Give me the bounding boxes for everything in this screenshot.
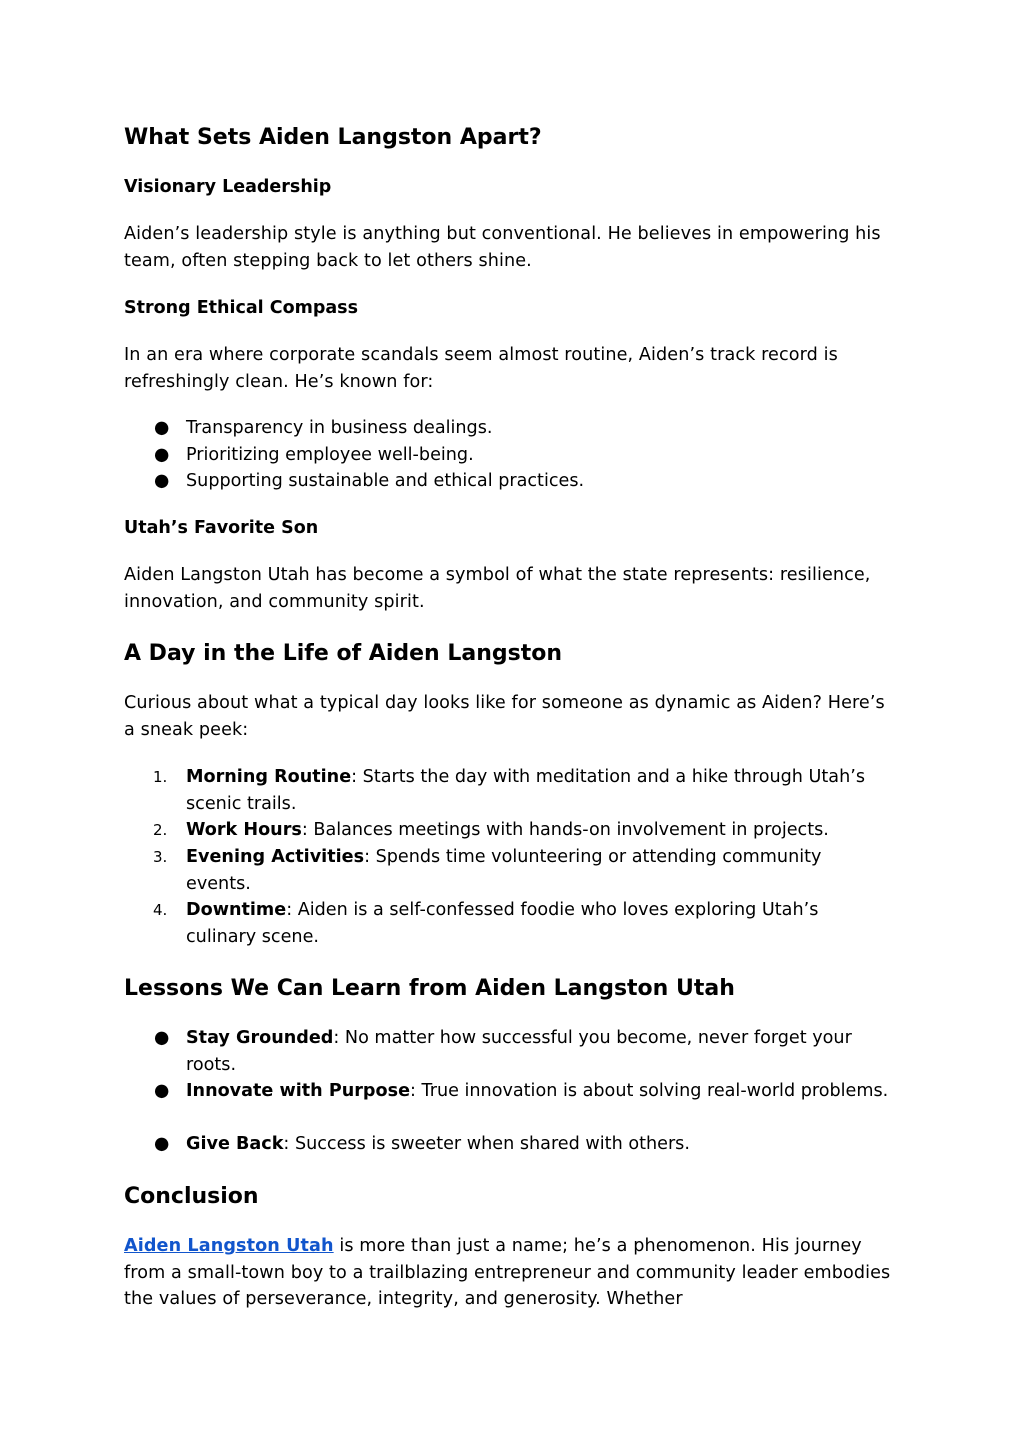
bullet-icon: ● (154, 1134, 170, 1154)
bullet-icon: ● (154, 418, 170, 438)
item-text: : Balances meetings with hands-on involvement in projects. (301, 820, 829, 840)
conclusion-text: is more than just a name; he’s a phenomenon. His journey from a small-town boy to a trailblazing entrepreneur and community leader embodies the values of perseverance, integrity, and generosity. Whether (124, 1236, 891, 1309)
item-term: Give Back (186, 1134, 284, 1154)
subheading-favorite-son: Utah’s Favorite Son (124, 518, 319, 538)
list-number: 1. (153, 768, 168, 786)
paragraph-ethical-compass: In an era where corporate scandals seem almost routine, Aiden’s track record is refreshingly clean. He’s known for: (124, 345, 838, 392)
bullet-icon: ● (154, 1028, 170, 1048)
section-title-day: A Day in the Life of Aiden Langston (124, 641, 563, 666)
paragraph-day-intro: Curious about what a typical day looks like for someone as dynamic as Aiden? Here’s a sneak peek: (124, 693, 885, 740)
list-item-text: Prioritizing employee well-being. (186, 445, 474, 465)
subheading-ethical-compass: Strong Ethical Compass (124, 298, 359, 318)
item-term: Work Hours (186, 820, 302, 840)
item-term: Morning Routine (186, 767, 352, 787)
subheading-visionary-leadership: Visionary Leadership (124, 177, 332, 197)
item-text: : True innovation is about solving real-world problems. (410, 1081, 889, 1101)
paragraph-conclusion (124, 1233, 899, 1313)
item-term: Downtime (186, 900, 287, 920)
bullet-icon: ● (154, 1081, 170, 1101)
item-term: Innovate with Purpose (186, 1081, 411, 1101)
section-title-lessons: Lessons We Can Learn from Aiden Langston Utah (124, 976, 735, 1001)
list-item-text: Supporting sustainable and ethical practices. (186, 471, 585, 491)
bullet-icon: ● (154, 471, 170, 491)
bullet-icon: ● (154, 445, 170, 465)
list-item-text: Transparency in business dealings. (186, 418, 493, 438)
item-text: : No matter how successful you become, never forget your roots. (186, 1028, 852, 1075)
item-term: Evening Activities (186, 847, 365, 867)
section-title-conclusion: Conclusion (124, 1184, 259, 1209)
paragraph-favorite-son: Aiden Langston Utah has become a symbol of what the state represents: resilience, innovation, and community spirit. (124, 565, 871, 612)
item-text: : Spends time volunteering or attending community events. (186, 847, 822, 894)
item-text: : Starts the day with meditation and a hike through Utah’s scenic trails. (186, 767, 866, 814)
aiden-langston-utah-link[interactable]: Aiden Langston Utah (124, 1236, 334, 1256)
item-text: : Aiden is a self-confessed foodie who loves exploring Utah’s culinary scene. (186, 900, 819, 947)
list-number: 2. (153, 821, 168, 839)
section-title-apart: What Sets Aiden Langston Apart? (124, 125, 542, 150)
item-text: : Success is sweeter when shared with others. (283, 1134, 690, 1154)
list-number: 3. (153, 848, 168, 866)
paragraph-visionary-leadership: Aiden’s leadership style is anything but conventional. He believes in empowering his team, often stepping back to let others shine. (124, 224, 881, 271)
list-number: 4. (153, 901, 168, 919)
item-term: Stay Grounded (186, 1028, 334, 1048)
